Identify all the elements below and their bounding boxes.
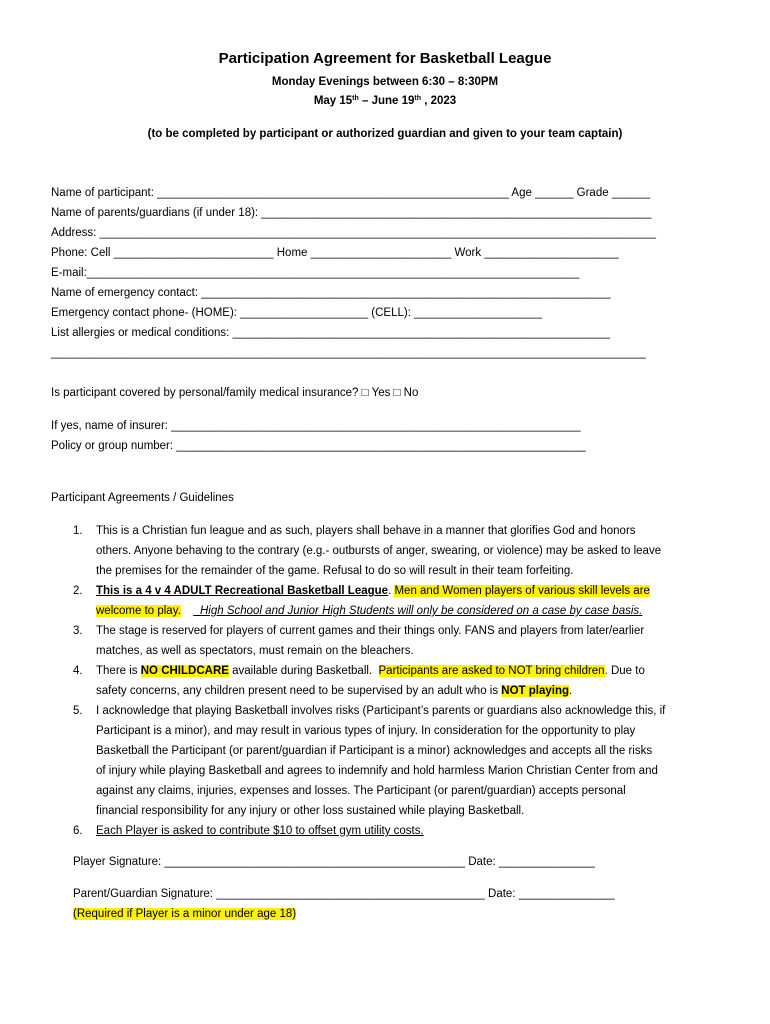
player-signature-field[interactable]: Player Signature: _______________________________________________ Date: _______________	[73, 856, 595, 868]
address-field[interactable]: Address: _______________________________________________________________________________________	[51, 227, 657, 239]
email-field[interactable]: E-mail:_____________________________________________________________________________	[51, 267, 580, 279]
participant-name-field[interactable]: Name of participant: _______________________________________________________ Age ______ Grade ______	[51, 187, 651, 199]
insurer-field[interactable]: If yes, name of insurer: ________________________________________________________________	[51, 420, 581, 432]
schedule-line: Monday Evenings between 6:30 – 8:30PM	[271, 76, 499, 88]
parents-field[interactable]: Name of parents/guardians (if under 18): _____________________________________________________________	[51, 207, 652, 219]
parent-signature-field[interactable]: Parent/Guardian Signature: __________________________________________ Date: _______________	[73, 888, 615, 900]
allergies-continuation-field[interactable]: _____________________________________________________________________________________________	[51, 347, 646, 359]
policy-number-field[interactable]: Policy or group number: ________________________________________________________________	[51, 440, 586, 452]
instructions-line: (to be completed by participant or authorized guardian and given to your team captain)	[147, 128, 623, 140]
agreement-page: Participation Agreement for Basketball League Monday Evenings between 6:30 – 8:30PM May 15th – June 19th , 2023 (to be completed by participant or authorized guardian and given to your team captain) Name of participant: _______________________________________________________ Age ______ Grade ______ Name of parents/guardians (if under 18): _____________________________________________________________ Address: _______________________________________________________________________________________ Phone: Cell _________________________ Home ______________________ Work _____________________ E-mail:_____________________________________________________________________________ Name of emergency contact: ________________________________________________________________ Emergency contact phone- (HOME): ____________________ (CELL): ____________________ List allergies or medical conditions: ___________________________________________________________ _____________________________________________________________________________________________ Is participant covered by personal/family medical insurance? □ Yes □ No If yes, name of insurer: ________________________________________________________________ Policy or group number: ________________________________________________________________ Participant Agreements / Guidelines 1. This is a Christian fun league and as such, players shall behave in a manner that glorifies God and honors others. Anyone behaving to the contrary (e.g.- outbursts of anger, swearing, or violence) may be asked to leave the premises for the remainder of the game. Refusal to do so will result in their team forfeiting. 2. This is a 4 v 4 ADULT Recreational Basketball League. Men and Women players of various skill levels are welcome to play. _High School and Junior High Students will only be considered on a case by case basis. 3. The stage is reserved for players of current games and their things only. FANS and players from later/earlier matches, as well as spectators, must remain on the bleachers. 4. There is NO CHILDCARE available during Basketball. Participants are asked to NOT bring children. Due to safety concerns, any children present need to be supervised by an adult who is NOT playing. 5. I acknowledge that playing Basketball involves risks (Participant’s parents or guardians also acknowledge this, if Participant is a minor), and may result in various types of injury. In consideration for the opportunity to play Basketball the Participant (or parent/guardian if Participant is a minor) acknowledges and accepts all the risks of injury while playing Basketball and agrees to indemnify and hold harmless Marion Christian Center from and against any claims, injuries, expenses and losses. The Participant (or parent/guardian) accepts personal financial responsibility for any injury or other loss sustained while playing Basketball. 6. Each Player is asked to contribute $10 to offset gym utility costs. Player Signature: _______________________________________________ Date: _______________ Parent/Guardian Signature: __________________________________________ Date: _______________ (Required if Player is a minor under age 18)	[0, 0, 770, 1024]
date-range-line: May 15th – June 19th , 2023	[313, 95, 457, 107]
allergies-field[interactable]: List allergies or medical conditions: ___________________________________________________________	[51, 327, 610, 339]
emergency-phone-field[interactable]: Emergency contact phone- (HOME): ____________________ (CELL): ____________________	[51, 307, 543, 319]
agreements-heading: Participant Agreements / Guidelines	[51, 492, 234, 504]
insurance-question[interactable]: Is participant covered by personal/family medical insurance? □ Yes □ No	[51, 387, 419, 399]
required-note: (Required if Player is a minor under age 18)	[73, 908, 297, 920]
document-title: Participation Agreement for Basketball League	[218, 50, 552, 67]
phone-field[interactable]: Phone: Cell _________________________ Home ______________________ Work _____________________	[51, 247, 619, 259]
emergency-contact-field[interactable]: Name of emergency contact: ________________________________________________________________	[51, 287, 611, 299]
